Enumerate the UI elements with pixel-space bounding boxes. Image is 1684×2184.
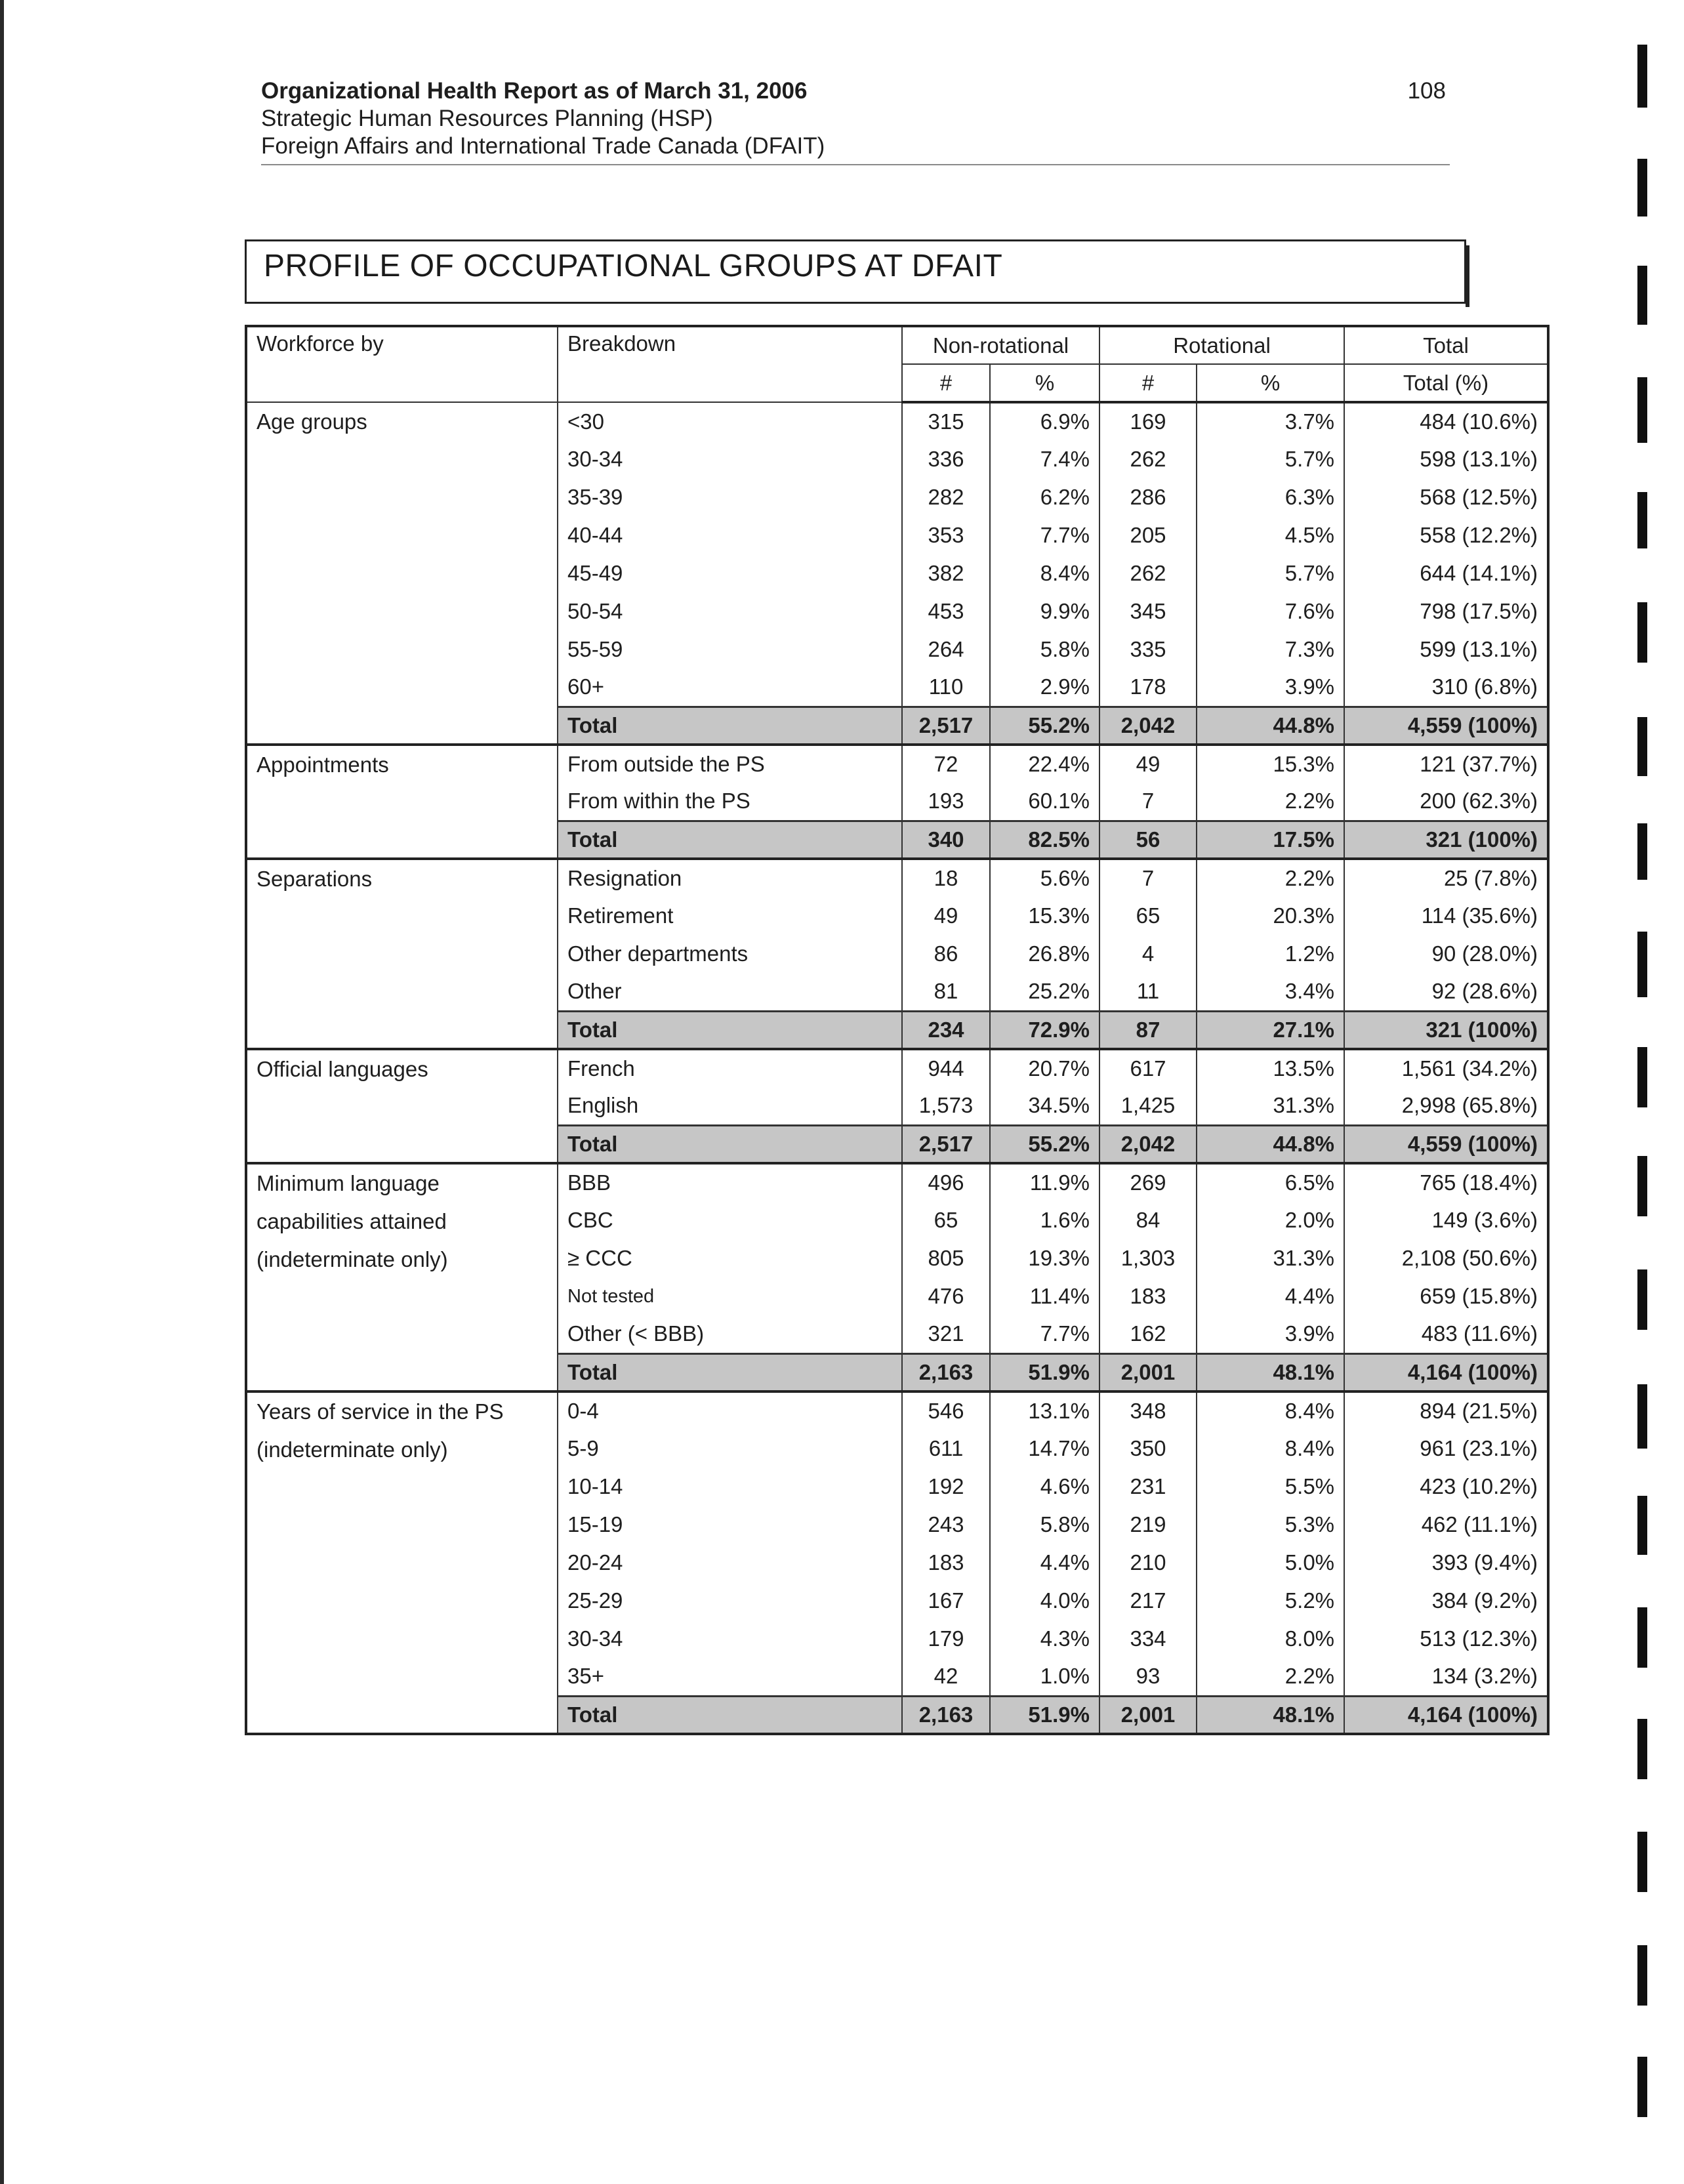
breakdown-cell: 30-34	[558, 1620, 902, 1658]
group-label: Appointments	[246, 745, 558, 859]
rot-num-cell: 49	[1099, 745, 1197, 783]
rot-pct-cell: 5.3%	[1197, 1506, 1344, 1544]
rot-num-cell: 219	[1099, 1506, 1197, 1544]
rot-pct-cell: 4.4%	[1197, 1277, 1344, 1315]
nonrot-num-cell: 167	[902, 1582, 990, 1620]
rot-pct-cell: 8.0%	[1197, 1620, 1344, 1658]
rot-pct-cell: 31.3%	[1197, 1087, 1344, 1125]
total-rot-pct-cell: 48.1%	[1197, 1696, 1344, 1734]
nonrot-pct-cell: 5.6%	[990, 859, 1099, 897]
nonrot-pct-cell: 5.8%	[990, 1506, 1099, 1544]
rot-num-cell: 4	[1099, 935, 1197, 973]
rot-pct-cell: 3.9%	[1197, 1315, 1344, 1353]
nonrot-pct-cell: 6.9%	[990, 402, 1099, 440]
total-total-cell: 4,559 (100%)	[1344, 707, 1548, 745]
total-nonrot-pct-cell: 51.9%	[990, 1353, 1099, 1391]
rot-num-cell: 262	[1099, 440, 1197, 478]
nonrot-num-cell: 183	[902, 1544, 990, 1582]
page-number: 108	[1407, 78, 1446, 104]
breakdown-cell: 40-44	[558, 516, 902, 554]
nonrot-pct-cell: 13.1%	[990, 1391, 1099, 1430]
rot-pct-cell: 5.7%	[1197, 554, 1344, 592]
breakdown-cell: 10-14	[558, 1468, 902, 1506]
col-header-nonrot-num: #	[902, 364, 990, 402]
nonrot-num-cell: 110	[902, 669, 990, 707]
binding-mark	[1637, 492, 1647, 548]
col-header-breakdown: Breakdown	[558, 326, 902, 402]
nonrot-pct-cell: 4.6%	[990, 1468, 1099, 1506]
binding-mark	[1637, 1607, 1647, 1668]
binding-mark	[1637, 1719, 1647, 1779]
rot-pct-cell: 31.3%	[1197, 1239, 1344, 1277]
rot-pct-cell: 5.7%	[1197, 440, 1344, 478]
total-total-cell: 4,164 (100%)	[1344, 1353, 1548, 1391]
nonrot-num-cell: 49	[902, 897, 990, 935]
nonrot-num-cell: 546	[902, 1391, 990, 1430]
total-rot-pct-cell: 17.5%	[1197, 821, 1344, 859]
nonrot-num-cell: 805	[902, 1239, 990, 1277]
total-nonrot-pct-cell: 51.9%	[990, 1696, 1099, 1734]
total-cell: 134 (3.2%)	[1344, 1658, 1548, 1696]
group-label: Years of service in the PS (indeterminate only)	[246, 1391, 558, 1734]
nonrot-pct-cell: 15.3%	[990, 897, 1099, 935]
binding-mark	[1637, 1269, 1647, 1330]
nonrot-num-cell: 243	[902, 1506, 990, 1544]
col-header-nonrot-pct: %	[990, 364, 1099, 402]
total-rot-num-cell: 2,001	[1099, 1696, 1197, 1734]
nonrot-num-cell: 321	[902, 1315, 990, 1353]
breakdown-cell: 50-54	[558, 592, 902, 630]
nonrot-pct-cell: 20.7%	[990, 1049, 1099, 1087]
breakdown-cell: Other	[558, 973, 902, 1011]
nonrot-pct-cell: 4.4%	[990, 1544, 1099, 1582]
col-header-total: Total	[1344, 326, 1548, 364]
rot-pct-cell: 5.5%	[1197, 1468, 1344, 1506]
breakdown-cell: Retirement	[558, 897, 902, 935]
nonrot-num-cell: 944	[902, 1049, 990, 1087]
breakdown-cell: 5-9	[558, 1430, 902, 1468]
total-nonrot-num-cell: 2,163	[902, 1696, 990, 1734]
breakdown-cell: 30-34	[558, 440, 902, 478]
rot-pct-cell: 5.0%	[1197, 1544, 1344, 1582]
total-cell: 114 (35.6%)	[1344, 897, 1548, 935]
rot-pct-cell: 2.2%	[1197, 783, 1344, 821]
breakdown-cell: ≥ CCC	[558, 1239, 902, 1277]
breakdown-cell: 35+	[558, 1658, 902, 1696]
nonrot-num-cell: 81	[902, 973, 990, 1011]
breakdown-cell: 60+	[558, 669, 902, 707]
binding-mark	[1637, 2057, 1647, 2117]
total-cell: 200 (62.3%)	[1344, 783, 1548, 821]
total-rot-num-cell: 2,042	[1099, 1125, 1197, 1163]
rot-num-cell: 205	[1099, 516, 1197, 554]
binding-mark	[1637, 266, 1647, 325]
rot-num-cell: 334	[1099, 1620, 1197, 1658]
group-label: Minimum language capabilities attained (indeterminate only)	[246, 1163, 558, 1391]
total-cell: 149 (3.6%)	[1344, 1201, 1548, 1239]
total-cell: 961 (23.1%)	[1344, 1430, 1548, 1468]
breakdown-cell: 55-59	[558, 630, 902, 669]
rot-pct-cell: 3.9%	[1197, 669, 1344, 707]
total-nonrot-num-cell: 2,517	[902, 707, 990, 745]
rot-num-cell: 93	[1099, 1658, 1197, 1696]
breakdown-cell: English	[558, 1087, 902, 1125]
total-nonrot-pct-cell: 55.2%	[990, 1125, 1099, 1163]
occupational-profile-table	[245, 325, 1550, 1735]
total-breakdown-cell: Total	[558, 821, 902, 859]
table-body	[246, 402, 1548, 1734]
nonrot-pct-cell: 5.8%	[990, 630, 1099, 669]
total-rot-num-cell: 56	[1099, 821, 1197, 859]
rot-num-cell: 286	[1099, 478, 1197, 516]
rot-num-cell: 84	[1099, 1201, 1197, 1239]
rot-num-cell: 1,303	[1099, 1239, 1197, 1277]
rot-num-cell: 217	[1099, 1582, 1197, 1620]
binding-marks	[1637, 0, 1664, 2184]
total-nonrot-pct-cell: 55.2%	[990, 707, 1099, 745]
binding-mark	[1637, 1047, 1647, 1107]
rot-num-cell: 269	[1099, 1163, 1197, 1201]
rot-pct-cell: 6.3%	[1197, 478, 1344, 516]
rot-num-cell: 1,425	[1099, 1087, 1197, 1125]
nonrot-num-cell: 192	[902, 1468, 990, 1506]
nonrot-pct-cell: 4.3%	[990, 1620, 1099, 1658]
breakdown-cell: Other (< BBB)	[558, 1315, 902, 1353]
nonrot-num-cell: 193	[902, 783, 990, 821]
nonrot-num-cell: 496	[902, 1163, 990, 1201]
rot-pct-cell: 1.2%	[1197, 935, 1344, 973]
table-row	[246, 1163, 1548, 1201]
nonrot-num-cell: 453	[902, 592, 990, 630]
rot-num-cell: 231	[1099, 1468, 1197, 1506]
breakdown-cell: 0-4	[558, 1391, 902, 1430]
breakdown-cell: From outside the PS	[558, 745, 902, 783]
total-cell: 558 (12.2%)	[1344, 516, 1548, 554]
breakdown-cell: From within the PS	[558, 783, 902, 821]
rot-num-cell: 335	[1099, 630, 1197, 669]
total-cell: 598 (13.1%)	[1344, 440, 1548, 478]
rot-pct-cell: 2.2%	[1197, 1658, 1344, 1696]
rot-num-cell: 178	[1099, 669, 1197, 707]
binding-mark	[1637, 932, 1647, 997]
nonrot-num-cell: 382	[902, 554, 990, 592]
group-label: Age groups	[246, 402, 558, 745]
table-row	[246, 745, 1548, 783]
total-cell: 568 (12.5%)	[1344, 478, 1548, 516]
table-row	[246, 1049, 1548, 1087]
total-cell: 25 (7.8%)	[1344, 859, 1548, 897]
rot-pct-cell: 3.4%	[1197, 973, 1344, 1011]
nonrot-num-cell: 611	[902, 1430, 990, 1468]
rot-pct-cell: 3.7%	[1197, 402, 1344, 440]
total-rot-pct-cell: 27.1%	[1197, 1011, 1344, 1049]
total-cell: 90 (28.0%)	[1344, 935, 1548, 973]
total-cell: 484 (10.6%)	[1344, 402, 1548, 440]
total-total-cell: 321 (100%)	[1344, 821, 1548, 859]
binding-mark	[1637, 1945, 1647, 2006]
binding-mark	[1637, 717, 1647, 776]
col-header-rot-num: #	[1099, 364, 1197, 402]
total-nonrot-pct-cell: 72.9%	[990, 1011, 1099, 1049]
breakdown-cell: 15-19	[558, 1506, 902, 1544]
rot-pct-cell: 6.5%	[1197, 1163, 1344, 1201]
total-total-cell: 4,559 (100%)	[1344, 1125, 1548, 1163]
total-cell: 894 (21.5%)	[1344, 1391, 1548, 1430]
total-rot-num-cell: 2,042	[1099, 707, 1197, 745]
total-cell: 659 (15.8%)	[1344, 1277, 1548, 1315]
total-cell: 92 (28.6%)	[1344, 973, 1548, 1011]
nonrot-pct-cell: 26.8%	[990, 935, 1099, 973]
total-cell: 513 (12.3%)	[1344, 1620, 1548, 1658]
nonrot-pct-cell: 19.3%	[990, 1239, 1099, 1277]
nonrot-pct-cell: 8.4%	[990, 554, 1099, 592]
nonrot-num-cell: 65	[902, 1201, 990, 1239]
total-rot-pct-cell: 48.1%	[1197, 1353, 1344, 1391]
rot-pct-cell: 7.6%	[1197, 592, 1344, 630]
total-total-cell: 321 (100%)	[1344, 1011, 1548, 1049]
nonrot-num-cell: 179	[902, 1620, 990, 1658]
total-nonrot-num-cell: 2,163	[902, 1353, 990, 1391]
report-subtitle-dfait: Foreign Affairs and International Trade Canada (DFAIT)	[261, 133, 825, 159]
rot-num-cell: 11	[1099, 973, 1197, 1011]
rot-num-cell: 7	[1099, 859, 1197, 897]
total-breakdown-cell: Total	[558, 1353, 902, 1391]
nonrot-pct-cell: 11.9%	[990, 1163, 1099, 1201]
col-header-total-pct: Total (%)	[1344, 364, 1548, 402]
binding-mark	[1637, 159, 1647, 216]
nonrot-pct-cell: 6.2%	[990, 478, 1099, 516]
breakdown-cell: 45-49	[558, 554, 902, 592]
total-nonrot-num-cell: 2,517	[902, 1125, 990, 1163]
col-header-rotational: Rotational	[1099, 326, 1344, 364]
nonrot-num-cell: 282	[902, 478, 990, 516]
nonrot-num-cell: 336	[902, 440, 990, 478]
table-row	[246, 1391, 1548, 1430]
nonrot-num-cell: 353	[902, 516, 990, 554]
total-rot-num-cell: 2,001	[1099, 1353, 1197, 1391]
total-cell: 798 (17.5%)	[1344, 592, 1548, 630]
binding-mark	[1637, 45, 1647, 108]
breakdown-cell: CBC	[558, 1201, 902, 1239]
rot-num-cell: 262	[1099, 554, 1197, 592]
rot-pct-cell: 4.5%	[1197, 516, 1344, 554]
rot-pct-cell: 8.4%	[1197, 1391, 1344, 1430]
section-title: PROFILE OF OCCUPATIONAL GROUPS AT DFAIT	[264, 249, 1003, 283]
nonrot-pct-cell: 25.2%	[990, 973, 1099, 1011]
page-edge	[0, 0, 4, 2184]
breakdown-cell: French	[558, 1049, 902, 1087]
col-header-non-rotational: Non-rotational	[902, 326, 1099, 364]
rot-num-cell: 617	[1099, 1049, 1197, 1087]
nonrot-pct-cell: 2.9%	[990, 669, 1099, 707]
section-title-box	[245, 239, 1466, 304]
table-header-row	[246, 326, 1548, 364]
binding-mark	[1637, 823, 1647, 880]
nonrot-pct-cell: 7.7%	[990, 1315, 1099, 1353]
rot-num-cell: 65	[1099, 897, 1197, 935]
rot-num-cell: 183	[1099, 1277, 1197, 1315]
binding-mark	[1637, 1496, 1647, 1555]
rot-num-cell: 345	[1099, 592, 1197, 630]
rot-pct-cell: 15.3%	[1197, 745, 1344, 783]
binding-mark	[1637, 1156, 1647, 1216]
nonrot-num-cell: 476	[902, 1277, 990, 1315]
total-cell: 599 (13.1%)	[1344, 630, 1548, 669]
nonrot-pct-cell: 11.4%	[990, 1277, 1099, 1315]
total-nonrot-num-cell: 234	[902, 1011, 990, 1049]
total-cell: 393 (9.4%)	[1344, 1544, 1548, 1582]
report-header	[261, 77, 1450, 165]
total-cell: 423 (10.2%)	[1344, 1468, 1548, 1506]
total-cell: 2,998 (65.8%)	[1344, 1087, 1548, 1125]
rot-pct-cell: 5.2%	[1197, 1582, 1344, 1620]
breakdown-cell: Resignation	[558, 859, 902, 897]
total-cell: 121 (37.7%)	[1344, 745, 1548, 783]
report-title: Organizational Health Report as of March 31, 2006	[261, 78, 808, 104]
total-breakdown-cell: Total	[558, 1125, 902, 1163]
rot-pct-cell: 7.3%	[1197, 630, 1344, 669]
nonrot-pct-cell: 7.4%	[990, 440, 1099, 478]
total-total-cell: 4,164 (100%)	[1344, 1696, 1548, 1734]
rot-pct-cell: 2.0%	[1197, 1201, 1344, 1239]
group-label: Separations	[246, 859, 558, 1049]
total-cell: 644 (14.1%)	[1344, 554, 1548, 592]
breakdown-cell: Not tested	[558, 1277, 902, 1315]
rot-num-cell: 348	[1099, 1391, 1197, 1430]
breakdown-cell: 25-29	[558, 1582, 902, 1620]
col-header-workforce-by: Workforce by	[246, 326, 558, 402]
binding-mark	[1637, 1832, 1647, 1892]
nonrot-pct-cell: 9.9%	[990, 592, 1099, 630]
total-nonrot-num-cell: 340	[902, 821, 990, 859]
nonrot-pct-cell: 14.7%	[990, 1430, 1099, 1468]
total-cell: 1,561 (34.2%)	[1344, 1049, 1548, 1087]
col-header-rot-pct: %	[1197, 364, 1344, 402]
nonrot-pct-cell: 34.5%	[990, 1087, 1099, 1125]
rot-num-cell: 210	[1099, 1544, 1197, 1582]
nonrot-num-cell: 72	[902, 745, 990, 783]
nonrot-num-cell: 264	[902, 630, 990, 669]
binding-mark	[1637, 602, 1647, 663]
total-cell: 765 (18.4%)	[1344, 1163, 1548, 1201]
rot-num-cell: 350	[1099, 1430, 1197, 1468]
breakdown-cell: Other departments	[558, 935, 902, 973]
nonrot-pct-cell: 7.7%	[990, 516, 1099, 554]
total-breakdown-cell: Total	[558, 1011, 902, 1049]
nonrot-pct-cell: 1.0%	[990, 1658, 1099, 1696]
rot-pct-cell: 20.3%	[1197, 897, 1344, 935]
total-cell: 483 (11.6%)	[1344, 1315, 1548, 1353]
total-cell: 310 (6.8%)	[1344, 669, 1548, 707]
rot-num-cell: 169	[1099, 402, 1197, 440]
breakdown-cell: 35-39	[558, 478, 902, 516]
breakdown-cell: <30	[558, 402, 902, 440]
table-row	[246, 859, 1548, 897]
total-breakdown-cell: Total	[558, 1696, 902, 1734]
total-rot-pct-cell: 44.8%	[1197, 1125, 1344, 1163]
group-label: Official languages	[246, 1049, 558, 1163]
nonrot-num-cell: 315	[902, 402, 990, 440]
total-rot-pct-cell: 44.8%	[1197, 707, 1344, 745]
report-subtitle-hsp: Strategic Human Resources Planning (HSP)	[261, 106, 713, 131]
nonrot-pct-cell: 4.0%	[990, 1582, 1099, 1620]
nonrot-num-cell: 42	[902, 1658, 990, 1696]
nonrot-pct-cell: 60.1%	[990, 783, 1099, 821]
nonrot-num-cell: 18	[902, 859, 990, 897]
total-cell: 462 (11.1%)	[1344, 1506, 1548, 1544]
rot-pct-cell: 2.2%	[1197, 859, 1344, 897]
rot-num-cell: 7	[1099, 783, 1197, 821]
total-rot-num-cell: 87	[1099, 1011, 1197, 1049]
total-cell: 384 (9.2%)	[1344, 1582, 1548, 1620]
total-cell: 2,108 (50.6%)	[1344, 1239, 1548, 1277]
nonrot-num-cell: 1,573	[902, 1087, 990, 1125]
total-breakdown-cell: Total	[558, 707, 902, 745]
nonrot-num-cell: 86	[902, 935, 990, 973]
binding-mark	[1637, 1384, 1647, 1449]
breakdown-cell: BBB	[558, 1163, 902, 1201]
table-row	[246, 402, 1548, 440]
rot-pct-cell: 13.5%	[1197, 1049, 1344, 1087]
binding-mark	[1637, 377, 1647, 443]
total-nonrot-pct-cell: 82.5%	[990, 821, 1099, 859]
rot-pct-cell: 8.4%	[1197, 1430, 1344, 1468]
rot-num-cell: 162	[1099, 1315, 1197, 1353]
nonrot-pct-cell: 22.4%	[990, 745, 1099, 783]
breakdown-cell: 20-24	[558, 1544, 902, 1582]
nonrot-pct-cell: 1.6%	[990, 1201, 1099, 1239]
